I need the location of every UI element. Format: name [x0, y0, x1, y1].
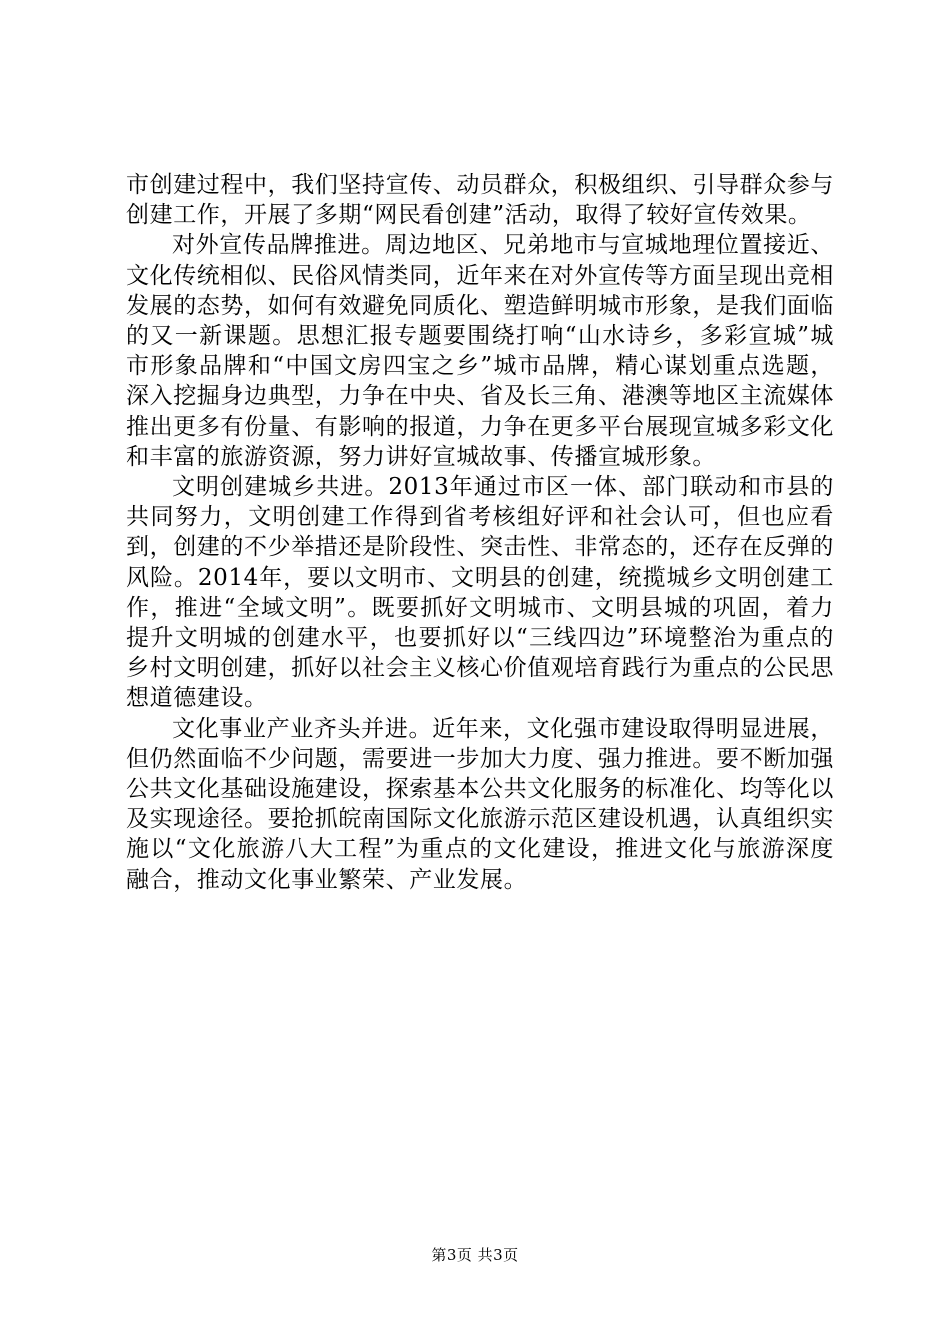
page-footer: 第3页 共3页: [431, 1246, 519, 1264]
document-body: [126, 170, 834, 895]
paragraph-continuation: 市创建过程中，我们坚持宣传、动员群众，积极组织、引导群众参与创建工作，开展了多期“网民看创建”活动，取得了较好宣传效果。: [126, 172, 834, 229]
paragraph-external-publicity: 对外宣传品牌推进。周边地区、兄弟地市与宣城地理位置接近、文化传统相似、民俗风情类同，近年来在对外宣传等方面呈现出竞相发展的态势，如何有效避免同质化、塑造鲜明城市形象，是我们面临的又一新课题。思想汇报专题要围绕打响“山水诗乡，多彩宣城”城市形象品牌和“中国文房四宝之乡”城市品牌，精心谋划重点选题，深入挖掘身边典型，力争在中央、省及长三角、港澳等地区主流媒体推出更多有份量、有影响的报道，力争在更多平台展现宣城多彩文化和丰富的旅游资源，努力讲好宣城故事、传播宣城形象。: [126, 232, 834, 470]
paragraph-culture-industry: 文化事业产业齐头并进。近年来，文化强市建设取得明显进展，但仍然面临不少问题，需要进一步加大力度、强力推进。要不断加强公共文化基础设施建设，探索基本公共文化服务的标准化、均等化以及实现途径。要抢抓皖南国际文化旅游示范区建设机遇，认真组织实施以“文化旅游八大工程”为重点的文化建设，推进文化与旅游深度融合，推动文化事业繁荣、产业发展。: [126, 715, 834, 893]
paragraph-civilization-building: 文明创建城乡共进。2013年通过市区一体、部门联动和市县的共同努力，文明创建工作得到省考核组好评和社会认可，但也应看到，创建的不少举措还是阶段性、突击性、非常态的，还存在反弹的风险。2014年，要以文明市、文明县的创建，统揽城乡文明创建工作，推进“全域文明”。既要抓好文明城市、文明县城的巩固，着力提升文明城的创建水平，也要抓好以“三线四边”环境整治为重点的乡村文明创建，抓好以社会主义核心价值观培育践行为重点的公民思想道德建设。: [126, 474, 834, 712]
